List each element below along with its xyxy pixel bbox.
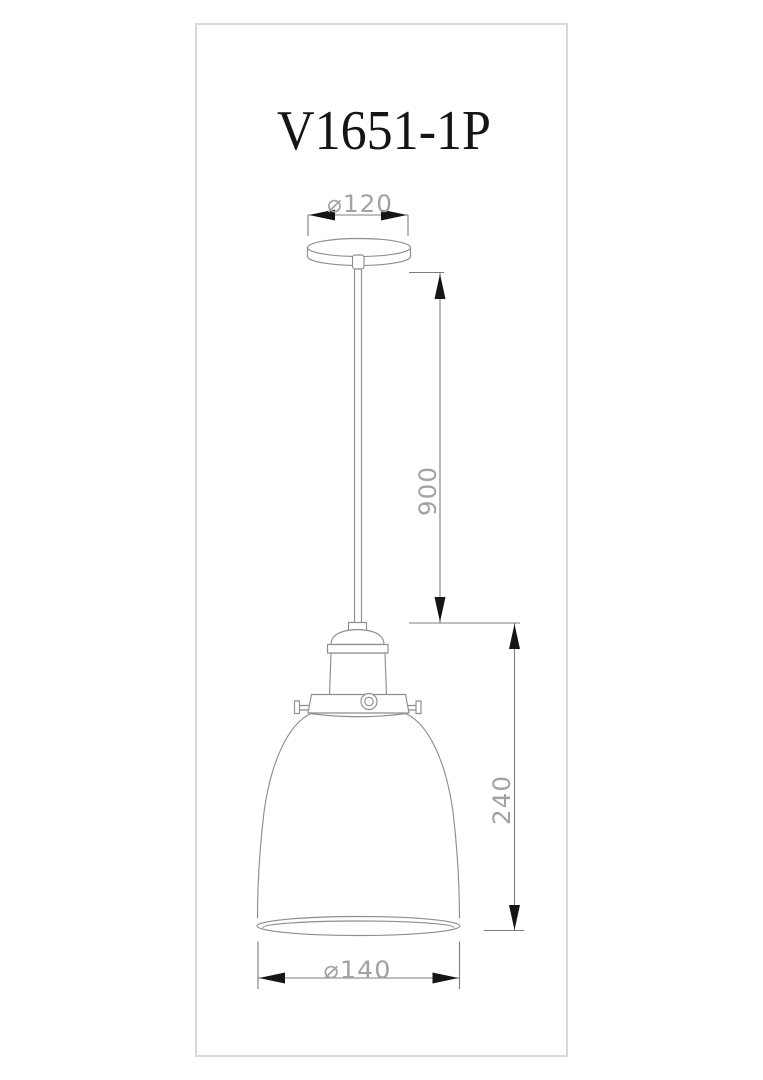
model-title: V1651-1P <box>277 100 491 162</box>
suspension-cord <box>355 269 362 624</box>
dim120-label: ⌀120 <box>327 190 393 218</box>
socket-assembly <box>328 623 389 696</box>
socket-cap-rim <box>328 645 389 654</box>
shade-bottom-rim <box>257 917 460 936</box>
thumbscrew-right-head <box>416 701 421 714</box>
cord-grip <box>353 255 365 269</box>
center-screw-outer <box>361 694 377 710</box>
dim900-arrow-down-icon <box>435 597 446 622</box>
dimension-canopy-diameter <box>308 190 408 236</box>
dim900-label: 900 <box>414 467 442 516</box>
shade-inner-rim-arc <box>263 921 454 928</box>
socket-body <box>330 653 387 696</box>
dim240-arrow-up-icon <box>509 624 520 649</box>
glass-shade <box>257 714 460 936</box>
ceiling-canopy <box>308 239 411 270</box>
dim240-arrow-down-icon <box>509 905 520 930</box>
dim140-label: ⌀140 <box>323 956 392 984</box>
holder-ring <box>308 695 409 714</box>
dim900-arrow-up-icon <box>435 274 446 299</box>
shade-holder-ring <box>295 694 422 714</box>
dim240-label: 240 <box>488 776 516 825</box>
dimension-shade-diameter <box>258 942 460 990</box>
dim140-arrow-left-icon <box>259 973 285 984</box>
shade-shoulder-arc <box>310 714 406 717</box>
dim140-arrow-right-icon <box>433 973 459 984</box>
dimension-shade-height <box>484 623 524 931</box>
dimension-suspension-length <box>409 273 446 624</box>
shade-profile-right <box>406 714 460 919</box>
shade-profile-left <box>258 714 312 919</box>
socket-cap-dome <box>331 630 384 645</box>
thumbscrew-left-head <box>295 701 300 714</box>
canopy-top-ellipse <box>308 239 411 257</box>
